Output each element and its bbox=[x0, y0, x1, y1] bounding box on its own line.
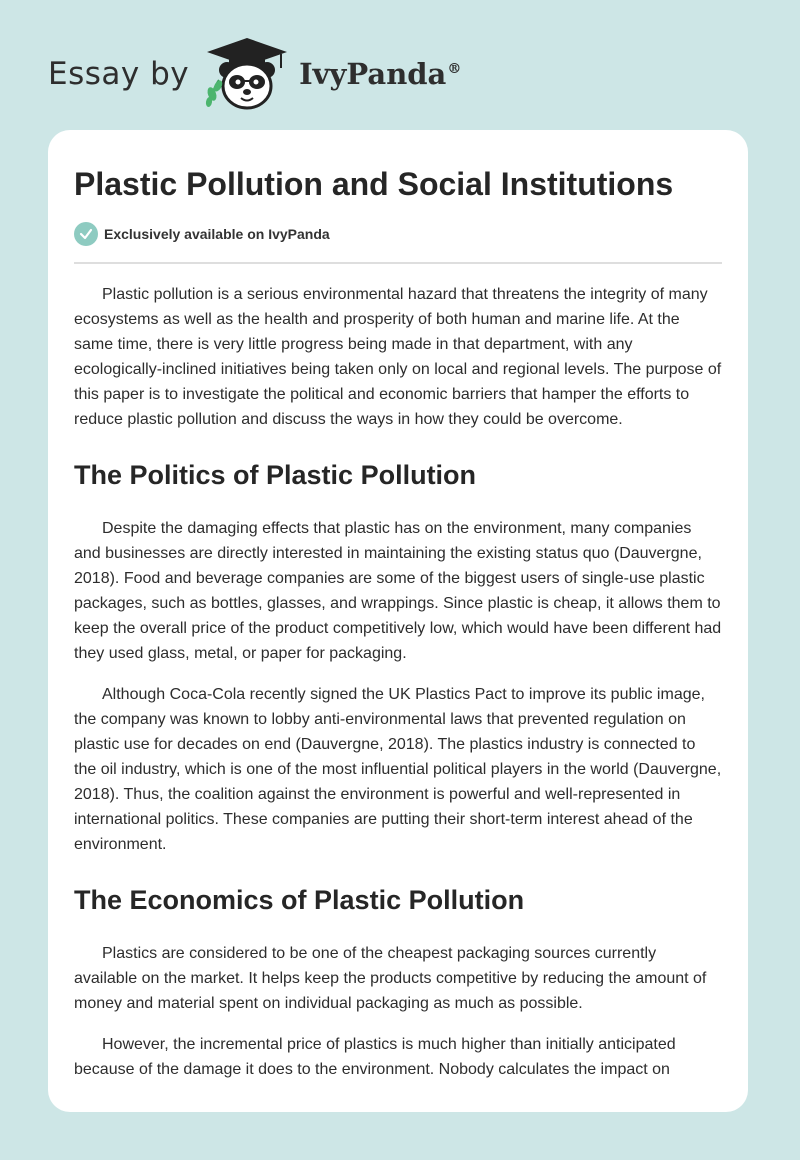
body-paragraph: Plastics are considered to be one of the cheapest packaging sources currently available on the market. It helps keep the products competitive by reducing the amount of money and material spent on individual packaging as much as possible. bbox=[74, 945, 707, 1012]
exclusive-label: Exclusively available on IvyPanda bbox=[104, 226, 330, 242]
brand-header[interactable] bbox=[48, 34, 461, 114]
page-title: Plastic Pollution and Social Institutions bbox=[74, 166, 674, 202]
section-heading: The Economics of Plastic Pollution bbox=[74, 885, 525, 915]
essay-card bbox=[48, 130, 748, 1112]
brand-name: IvyPanda® bbox=[299, 57, 462, 91]
exclusive-badge bbox=[74, 222, 722, 264]
intro-paragraph: Plastic pollution is a serious environmental hazard that threatens the integrity of many ecosystems as well as the health and prosperity of both human and marine life. At the same time, there is very little progress being made in that department, with any ecologically-inclined initiatives being taken only on local and regional levels. The purpose of this paper is to investigate the political and economic barriers that hamper the efforts to reduce plastic pollution and discuss the ways in how they could be overcome. bbox=[74, 286, 722, 428]
body-paragraph: Although Coca-Cola recently signed the UK Plastics Pact to improve its public image, the company was known to lobby anti-environmental laws that prevented regulation on plastic use for decades on end (Dauvergne, 2018). The plastics industry is connected to the oil industry, which is one of the most influential political players in the world (Dauvergne, 2018). Thus, the coalition against the environment is powerful and well-represented in international politics. These companies are putting their short-term interest ahead of the environment. bbox=[74, 686, 722, 853]
section-heading: The Politics of Plastic Pollution bbox=[74, 460, 477, 490]
panda-logo-icon bbox=[203, 36, 291, 112]
body-paragraph: Despite the damaging effects that plastic has on the environment, many companies and businesses are directly interested in maintaining the existing status quo (Dauvergne, 2018). Food and beverage companies are some of the biggest users of single-use plastic packages, such as bottles, glasses, and wrappings. Since plastic is cheap, it allows them to keep the overall price of the product competitively low, which would have been different had they used glass, metal, or paper for packaging. bbox=[74, 520, 722, 662]
body-paragraph: However, the incremental price of plastics is much higher than initially anticipated because of the damage it does to the environment. Nobody calculates the impact on bbox=[74, 1036, 676, 1078]
brand-prefix: Essay by bbox=[48, 56, 190, 92]
check-circle-icon bbox=[74, 222, 98, 246]
